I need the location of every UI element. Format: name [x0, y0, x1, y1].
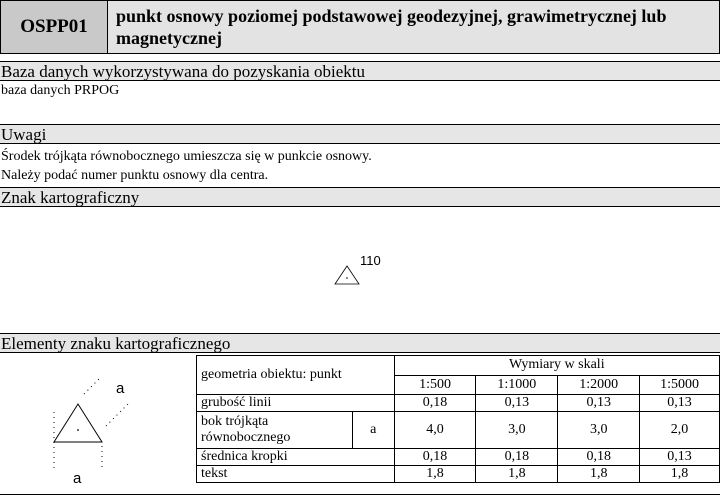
table-row [197, 449, 720, 466]
row-key: a [352, 412, 394, 449]
table-cell: 0,18 [394, 395, 476, 412]
table-cell: 0,13 [476, 395, 558, 412]
table-cell: 0,18 [476, 449, 558, 466]
scale-header-cell: 1:500 [394, 375, 476, 395]
remarks-line-2: Należy podać numer punktu osnowy dla centra. [1, 168, 269, 183]
table-cell: 0,13 [640, 395, 720, 412]
scale-header: Wymiary w skali [394, 356, 719, 376]
row-label: bok trójkąta równobocznego [197, 412, 353, 449]
table-row [197, 356, 720, 376]
table-cell: 1,8 [394, 466, 476, 483]
table-cell: 3,0 [558, 412, 640, 449]
table-cell: 0,18 [394, 449, 476, 466]
table-cell: 0,18 [558, 449, 640, 466]
scale-header-cell: 1:5000 [640, 375, 720, 395]
table-cell: 4,0 [394, 412, 476, 449]
bottom-rule [0, 494, 720, 495]
section-remarks-title: Uwagi [0, 124, 720, 144]
row-label: średnica kropki [197, 449, 395, 466]
table-cell: 1,8 [640, 466, 720, 483]
remarks-line-1: Środek trójkąta równobocznego umieszcza się w punkcie osnowy. [1, 149, 372, 164]
triangle-symbol-icon [330, 262, 364, 288]
symbol-point-number: 110 [360, 253, 381, 268]
database-value: baza danych PRPOG [1, 83, 120, 98]
table-row [197, 466, 720, 483]
section-elements-title: Elementy znaku kartograficznego [0, 333, 720, 353]
table-cell: 0,13 [558, 395, 640, 412]
table-cell: 0,13 [640, 449, 720, 466]
table-row [197, 395, 720, 412]
object-code: OSPP01 [0, 0, 108, 54]
table-cell: 1,8 [558, 466, 640, 483]
table-row [197, 412, 720, 449]
scale-header-cell: 1:1000 [476, 375, 558, 395]
row-label: grubość linii [197, 395, 395, 412]
section-symbol-title: Znak kartograficzny [0, 187, 720, 207]
geometry-label: geometria obiektu: punkt [197, 356, 395, 395]
triangle-dimension-diagram [40, 372, 190, 480]
object-title: punkt osnowy poziomej podstawowej geodezyjnej, grawimetrycznej lub magnetycznej [108, 0, 720, 54]
scale-header-cell: 1:2000 [558, 375, 640, 395]
section-database-title: Baza danych wykorzystywana do pozyskania obiektu [0, 61, 720, 81]
diagram-label-side: a [116, 380, 125, 397]
elements-table [196, 355, 720, 483]
table-cell: 2,0 [640, 412, 720, 449]
table-cell: 1,8 [476, 466, 558, 483]
row-label: tekst [197, 466, 395, 483]
table-cell: 3,0 [476, 412, 558, 449]
diagram-label-bottom: a [73, 470, 82, 487]
